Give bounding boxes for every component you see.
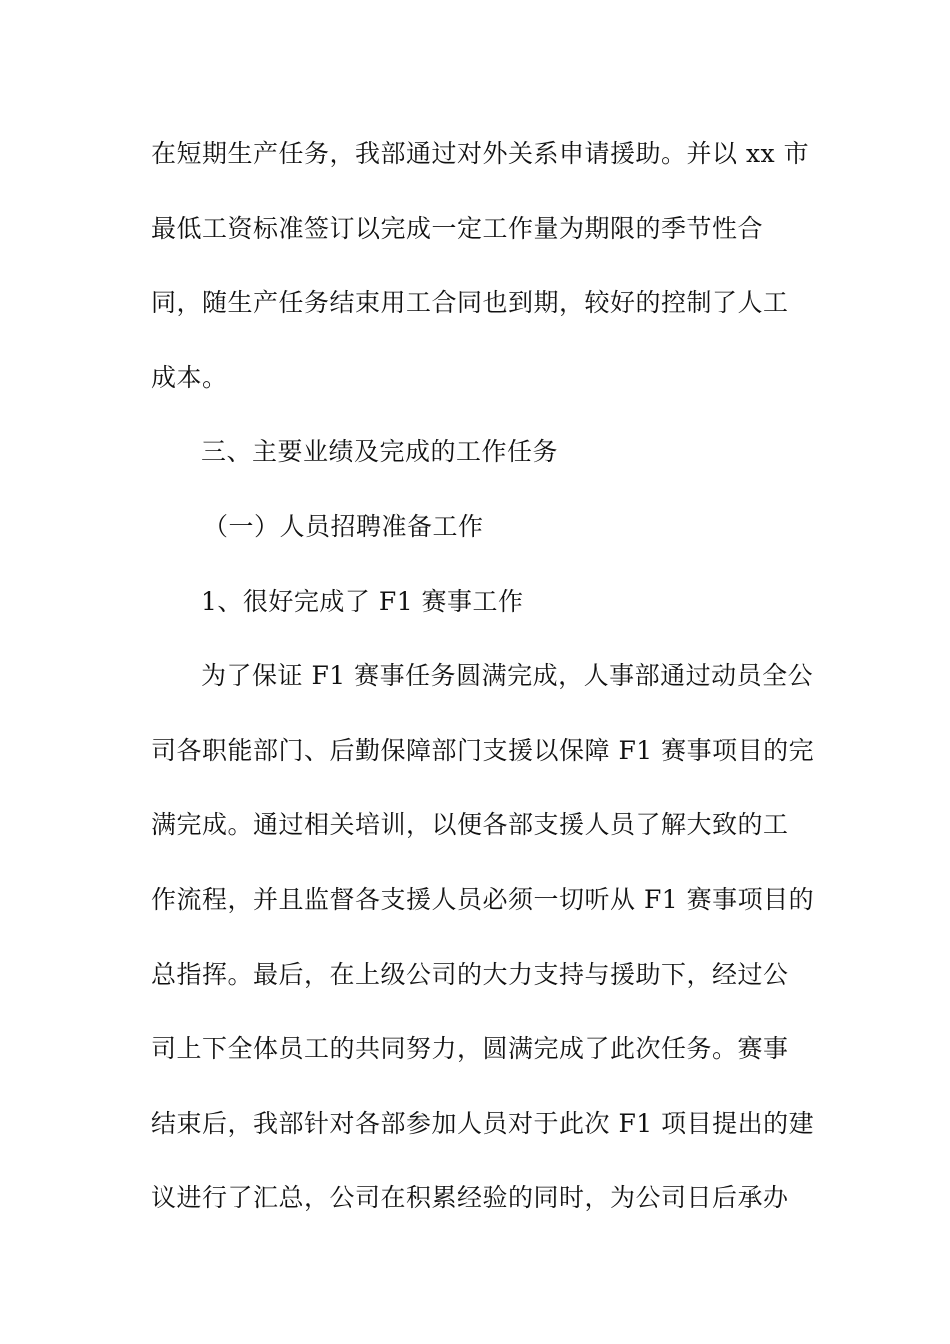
item-heading: 1、很好完成了 F1 赛事工作 bbox=[201, 586, 524, 616]
paragraph-line: 作流程，并且监督各支援人员必须一切听从 F1 赛事项目的 bbox=[151, 884, 815, 914]
paragraph-line: 为了保证 F1 赛事任务圆满完成，人事部通过动员全公 bbox=[201, 661, 814, 691]
paragraph-line: 在短期生产任务，我部通过对外关系申请援助。并以 xx 市 bbox=[151, 139, 810, 168]
document-body bbox=[151, 130, 815, 1249]
subsection-heading: （一）人员招聘准备工作 bbox=[203, 511, 484, 541]
paragraph-line: 议进行了汇总，公司在积累经验的同时，为公司日后承办 bbox=[151, 1183, 789, 1213]
paragraph-line: 结束后，我部针对各部参加人员对于此次 F1 项目提出的建 bbox=[151, 1108, 815, 1138]
paragraph-line: 司各职能部门、后勤保障部门支援以保障 F1 赛事项目的完 bbox=[151, 735, 815, 765]
paragraph-line: 满完成。通过相关培训，以便各部支援人员了解大致的工 bbox=[151, 810, 789, 840]
paragraph-line: 成本。 bbox=[151, 362, 228, 392]
section-heading: 三、主要业绩及完成的工作任务 bbox=[201, 437, 559, 467]
paragraph-line: 同，随生产任务结束用工合同也到期，较好的控制了人工 bbox=[151, 288, 789, 318]
paragraph-line: 司上下全体员工的共同努力，圆满完成了此次任务。赛事 bbox=[151, 1034, 789, 1064]
paragraph-line: 最低工资标准签订以完成一定工作量为期限的季节性合 bbox=[151, 213, 764, 243]
paragraph-line: 总指挥。最后，在上级公司的大力支持与援助下，经过公 bbox=[151, 959, 789, 989]
